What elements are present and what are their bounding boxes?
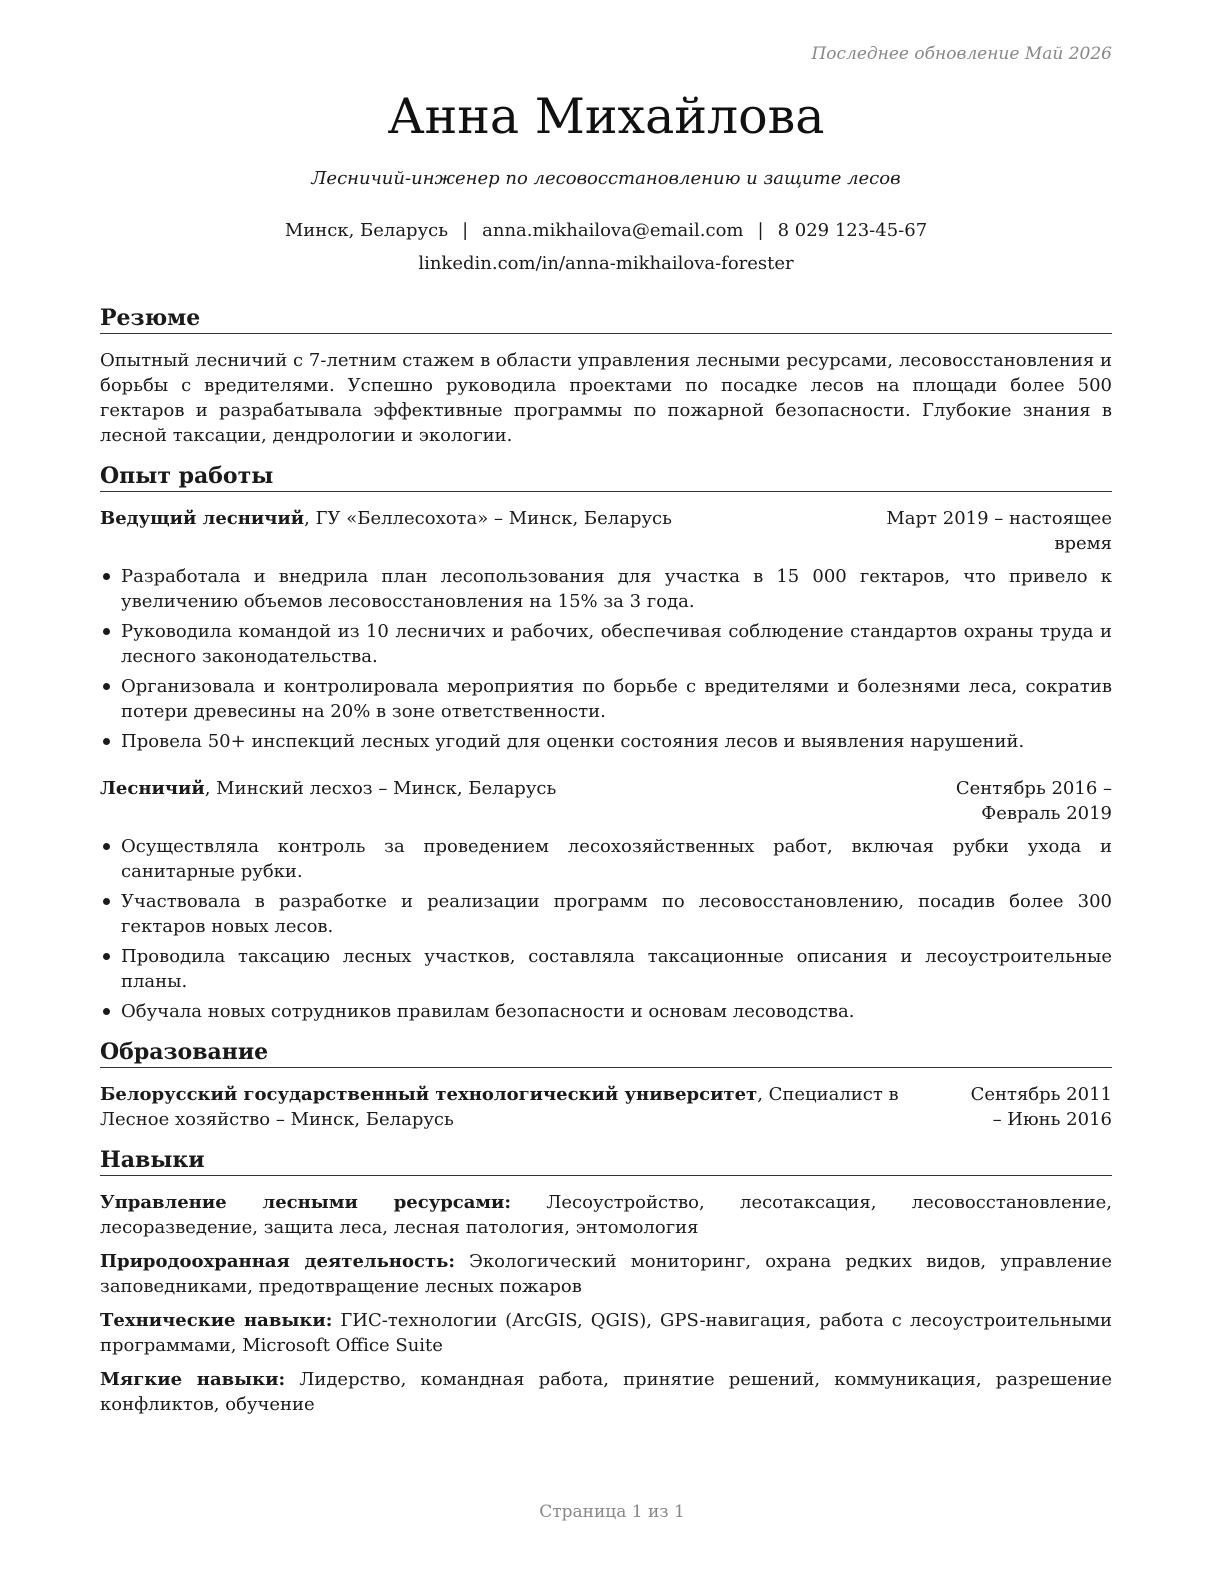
section-heading: Резюме	[100, 304, 1112, 334]
location: Минск, Беларусь	[284, 220, 449, 241]
skill-line	[100, 1308, 1112, 1358]
job-role: Ведущий лесничий	[100, 508, 305, 529]
skill-line	[100, 1190, 1112, 1240]
separator: |	[757, 220, 764, 241]
skill-label: Мягкие навыки:	[100, 1369, 286, 1390]
job-dates: Сентябрь 2016 – Февраль 2019	[955, 778, 1112, 824]
skill-label: Технические навыки:	[100, 1310, 333, 1331]
degree-details: , Специалист в Лесное хозяйство – Минск, Беларусь	[100, 1084, 899, 1130]
experience-section	[100, 462, 1112, 1024]
skills-section	[100, 1146, 1112, 1417]
candidate-title: Лесничий-инженер по лесовосстановлению и защите лесов	[311, 168, 901, 189]
bullet-item: Организовала и контролировала мероприятия по борьбе с вредителями и болезнями леса, сократив потери древесины на 20% в зоне ответственности.	[100, 674, 1112, 724]
bullet-item: Провела 50+ инспекций лесных угодий для оценки состояния лесов и выявления нарушений.	[100, 729, 1112, 754]
section-heading: Опыт работы	[100, 462, 1112, 492]
phone: 8 029 123-45-67	[777, 220, 928, 241]
job-entry	[100, 776, 1112, 1024]
education-section	[100, 1038, 1112, 1132]
skill-line	[100, 1367, 1112, 1417]
bullet-item: Обучала новых сотрудников правилам безопасности и основам лесоводства.	[100, 999, 1112, 1024]
job-header	[100, 506, 1112, 556]
institution-name: Белорусский государственный технологический университет	[100, 1084, 758, 1105]
last-updated: Последнее обновление Май 2026	[811, 44, 1112, 64]
job-bullets	[100, 834, 1112, 1024]
skill-label: Управление лесными ресурсами:	[100, 1192, 512, 1213]
resume-content	[100, 304, 1112, 1431]
job-org: , Минский лесхоз – Минск, Беларусь	[204, 778, 557, 799]
summary-section	[100, 304, 1112, 448]
contact-line	[100, 220, 1112, 241]
education-dates: Сентябрь 2011 – Июнь 2016	[970, 1084, 1112, 1130]
separator: |	[462, 220, 469, 241]
bullet-item: Руководила командой из 10 лесничих и рабочих, обеспечивая соблюдение стандартов охраны труда и лесного законодательства.	[100, 619, 1112, 669]
page-number: Страница 1 из 1	[539, 1502, 685, 1522]
bullet-item: Осуществляла контроль за проведением лесохозяйственных работ, включая рубки ухода и санитарные рубки.	[100, 834, 1112, 884]
education-entry	[100, 1082, 1112, 1132]
skill-value: ГИС-технологии (ArcGIS, QGIS), GPS-навигация, работа с лесоустроительными программами, Microsoft Office Suite	[100, 1310, 1112, 1356]
skill-value: Лесоустройство, лесотаксация, лесовосстановление, лесоразведение, защита леса, лесная патология, энтомология	[100, 1192, 1112, 1238]
summary-text: Опытный лесничий с 7-летним стажем в области управления лесными ресурсами, лесовосстановления и борьбы с вредителями. Успешно руководила проектами по посадке лесов на площади более 500 гектаров и разрабатывала эффективные программы по пожарной безопасности. Глубокие знания в лесной таксации, дендрологии и экологии.	[100, 350, 1112, 446]
skill-value: Экологический мониторинг, охрана редких видов, управление заповедниками, предотвращение лесных пожаров	[100, 1251, 1112, 1297]
job-header	[100, 776, 1112, 826]
skill-label: Природоохранная деятельность:	[100, 1251, 455, 1272]
job-entry	[100, 506, 1112, 754]
candidate-name: Анна Михайлова	[387, 88, 825, 145]
job-org: , ГУ «Беллесохота» – Минск, Беларусь	[304, 508, 672, 529]
section-heading: Образование	[100, 1038, 1112, 1068]
bullet-item: Разработала и внедрила план лесопользования для участка в 15 000 гектаров, что привело к увеличению объемов лесовосстановления на 15% за 3 года.	[100, 564, 1112, 614]
job-bullets	[100, 564, 1112, 754]
job-role: Лесничий	[100, 778, 205, 799]
section-heading: Навыки	[100, 1146, 1112, 1176]
skill-line	[100, 1249, 1112, 1299]
email-link[interactable]: anna.mikhailova@email.com	[482, 220, 744, 241]
skill-value: Лидерство, командная работа, принятие решений, коммуникация, разрешение конфликтов, обучение	[100, 1369, 1112, 1415]
linkedin-link[interactable]: linkedin.com/in/anna-mikhailova-forester	[418, 253, 794, 274]
bullet-item: Участвовала в разработке и реализации программ по лесовосстановлению, посадив более 300 гектаров новых лесов.	[100, 889, 1112, 939]
bullet-item: Проводила таксацию лесных участков, составляла таксационные описания и лесоустроительные планы.	[100, 944, 1112, 994]
job-dates: Март 2019 – настоящее время	[886, 508, 1112, 554]
